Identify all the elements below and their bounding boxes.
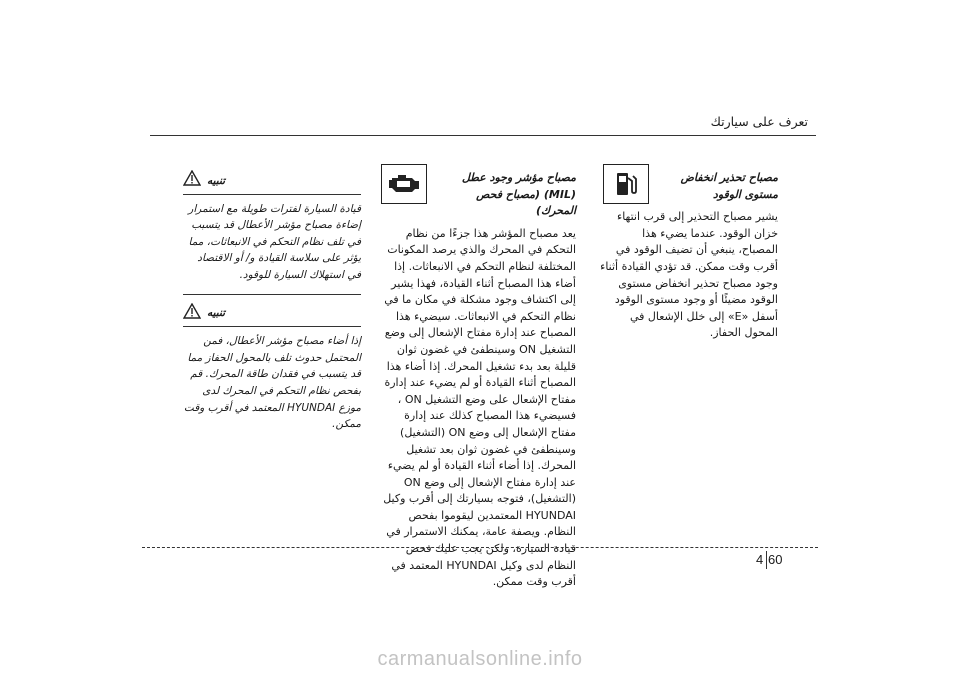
caution-text-1: قيادة السيارة لفترات طويلة مع استمرار إضاءة مصباح مؤشر الأعطال قد يتسبب في تلف نظام التحكم في الانبعاثات، مما يؤثر على سلاسة القيادة و/ أو الاقتصاد في استهلاك السيارة للوقود.	[188, 202, 361, 281]
mil-heading: مصباح مؤشر وجود عطل (MIL) (مصباح فحص المحرك)	[461, 171, 576, 218]
caution-divider-3	[183, 326, 361, 327]
fuel-warning-section	[600, 170, 778, 342]
caution-divider-1	[183, 194, 361, 195]
chapter-tab-divider	[766, 551, 767, 569]
footer-divider	[142, 547, 818, 548]
warning-triangle-icon	[183, 303, 201, 325]
page-number: 60	[768, 552, 783, 567]
caution-heading-1	[183, 170, 361, 192]
warning-triangle-icon	[183, 170, 201, 192]
fuel-warning-heading: مصباح تحذير انخفاض مستوى الوقود	[680, 171, 778, 201]
caution-label-2: تنبيه	[207, 307, 226, 320]
header-divider	[150, 135, 816, 136]
page-header-title: تعرف على سيارتك	[710, 114, 808, 129]
caution-heading-2	[183, 303, 361, 325]
watermark: carmanualsonline.info	[377, 648, 583, 670]
caution-divider-2	[183, 294, 361, 295]
chapter-number: 4	[756, 552, 764, 567]
caution-label-1: تنبيه	[207, 174, 226, 187]
fuel-warning-body: يشير مصباح التحذير إلى قرب انتهاء خزان الوقود. عندما يضيء هذا المصباح، ينبغي أن تضيف الوقود في أقرب وقت ممكن. قد تؤدي القيادة أثناء وجود مصباح تحذير انخفاض مستوى الوقود مضيئًا أو وجود مستوى الوقود أسفل «E» إلى خلل الإشعال في المحول الحفاز.	[600, 210, 778, 340]
mil-section	[380, 170, 576, 591]
caution-text-2: إذا أضاء مصباح مؤشر الأعطال، فمن المحتمل حدوث تلف بالمحول الحفاز مما قد يتسبب في فقدان طاقة المحرك. قم بفحص نظام التحكم في المحرك لدى موزع HYUNDAI المعتمد في أقرب وقت ممكن.	[183, 335, 361, 431]
caution-column	[183, 170, 361, 433]
mil-body: يعد مصباح المؤشر هذا جزءًا من نظام التحكم في المحرك والذي يرصد المكونات المختلفة لنظام التحكم في الانبعاثات. إذا أضاء هذا المصباح أثناء القيادة، فهذا يشير إلى اكتشاف وجود مشكلة في مكان ما في نظام التحكم في الانبعاثات. سيضيء هذا المصباح عند إدارة مفتاح الإشعال إلى وضع التشغيل ON وسينطفئ في غضون ثوان قليلة بعد بدء تشغيل المحرك. إذا أضاء هذا المصباح أثناء القيادة أو لم يضيء عند إدارة مفتاح الإشعال على وضع التشغيل ON ، فسيضيء هذا المصباح كذلك عند إدارة مفتاح الإشعال إلى وضع ON (التشغيل) وسينطفئ في غضون ثوان بعد تشغيل المحرك. إذا أضاء أثناء القيادة أو لم يضيء عند إدارة مفتاح الإشعال إلى وضع ON (التشغيل)، فتوجه بسيارتك إلى أقرب وكيل HYUNDAI المعتمدين ليقوموا بفحص النظام. ويصفة عامة، يمكنك الاستمرار في قيادة السيارة، ولكن يجب عليك فحص النظام لدى وكيل HYUNDAI المعتمد في أقرب وقت ممكن.	[383, 226, 576, 589]
